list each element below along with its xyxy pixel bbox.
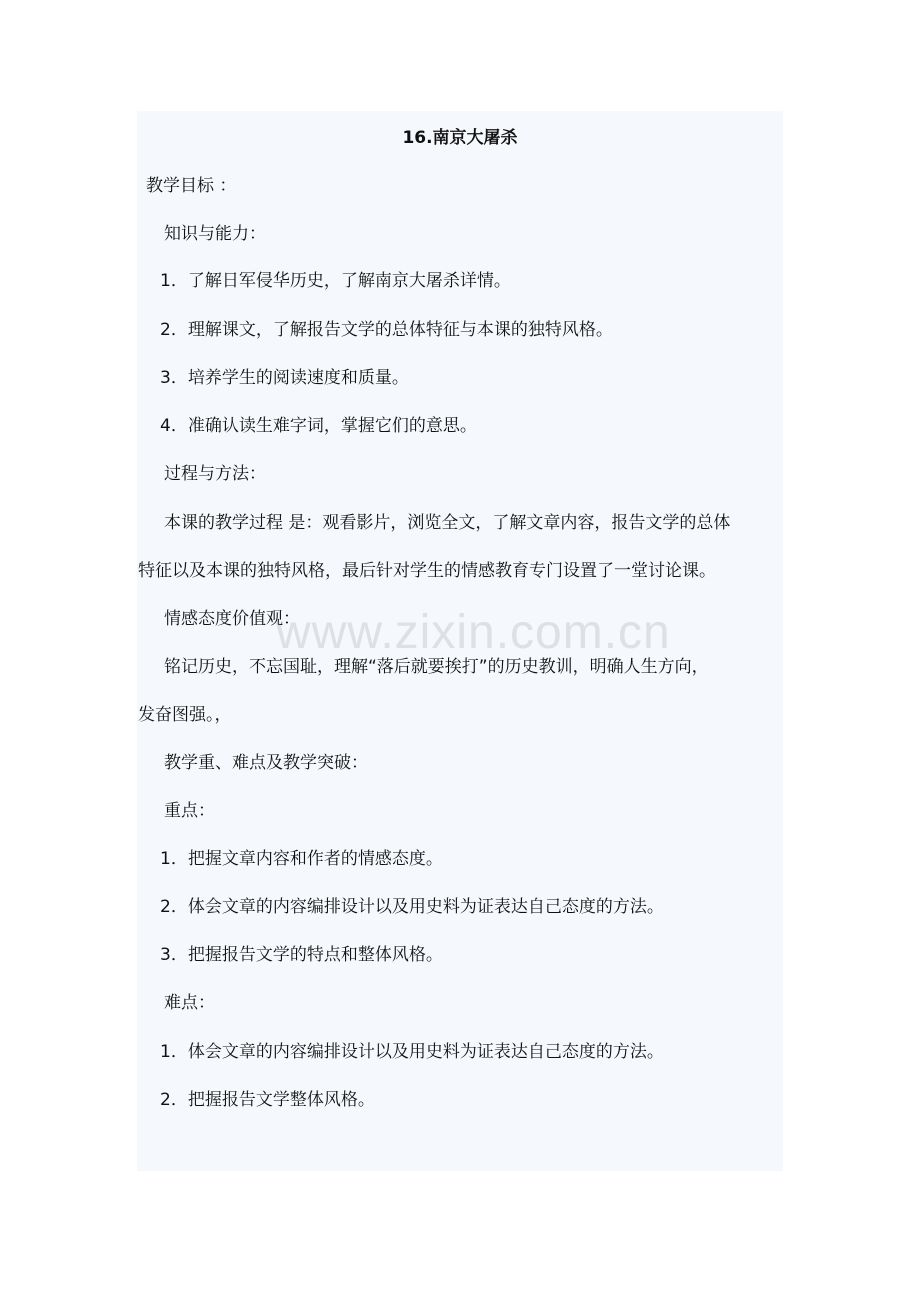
section-heading-key-difficult-points: 教学重、难点及教学突破： [164, 753, 368, 773]
process-paragraph-line-2: 特征以及本课的独特风格，最后针对学生的情感教育专门设置了一堂讨论课。 [138, 561, 716, 581]
watermark: www.zixin.com.cn [276, 606, 671, 659]
goal-item-4: 4．准确认读生难字词，掌握它们的意思。 [160, 416, 477, 436]
values-paragraph-line-1: 铭记历史，不忘国耻，理解“落后就要挨打”的历史教训，明确人生方向， [164, 657, 709, 677]
subheading-process-method: 过程与方法： [164, 464, 266, 484]
goal-item-1: 1．了解日军侵华历史，了解南京大屠杀详情。 [160, 271, 511, 291]
key-point-item-1: 1．把握文章内容和作者的情感态度。 [160, 849, 443, 869]
subheading-emotion-values: 情感态度价值观： [164, 609, 300, 629]
difficult-point-item-1: 1．体会文章的内容编排设计以及用史料为证表达自己态度的方法。 [160, 1042, 664, 1062]
section-heading-teaching-goals: 教学目标 ： [146, 176, 237, 196]
subheading-key-points: 重点： [164, 801, 215, 821]
subheading-knowledge-ability: 知识与能力： [164, 224, 266, 244]
subheading-difficult-points: 难点： [164, 993, 215, 1013]
goal-item-3: 3．培养学生的阅读速度和质量。 [160, 368, 409, 388]
document-title: 16.南京大屠杀 [402, 128, 518, 148]
difficult-point-item-2: 2．把握报告文学整体风格。 [160, 1090, 375, 1110]
key-point-item-2: 2．体会文章的内容编排设计以及用史料为证表达自己态度的方法。 [160, 897, 664, 917]
key-point-item-3: 3．把握报告文学的特点和整体风格。 [160, 945, 443, 965]
process-paragraph-line-1: 本课的教学过程 是：观看影片，浏览全文，了解文章内容，报告文学的总体 [164, 513, 731, 533]
goal-item-2: 2．理解课文，了解报告文学的总体特征与本课的独特风格。 [160, 320, 613, 340]
values-paragraph-line-2: 发奋图强。， [138, 705, 232, 725]
